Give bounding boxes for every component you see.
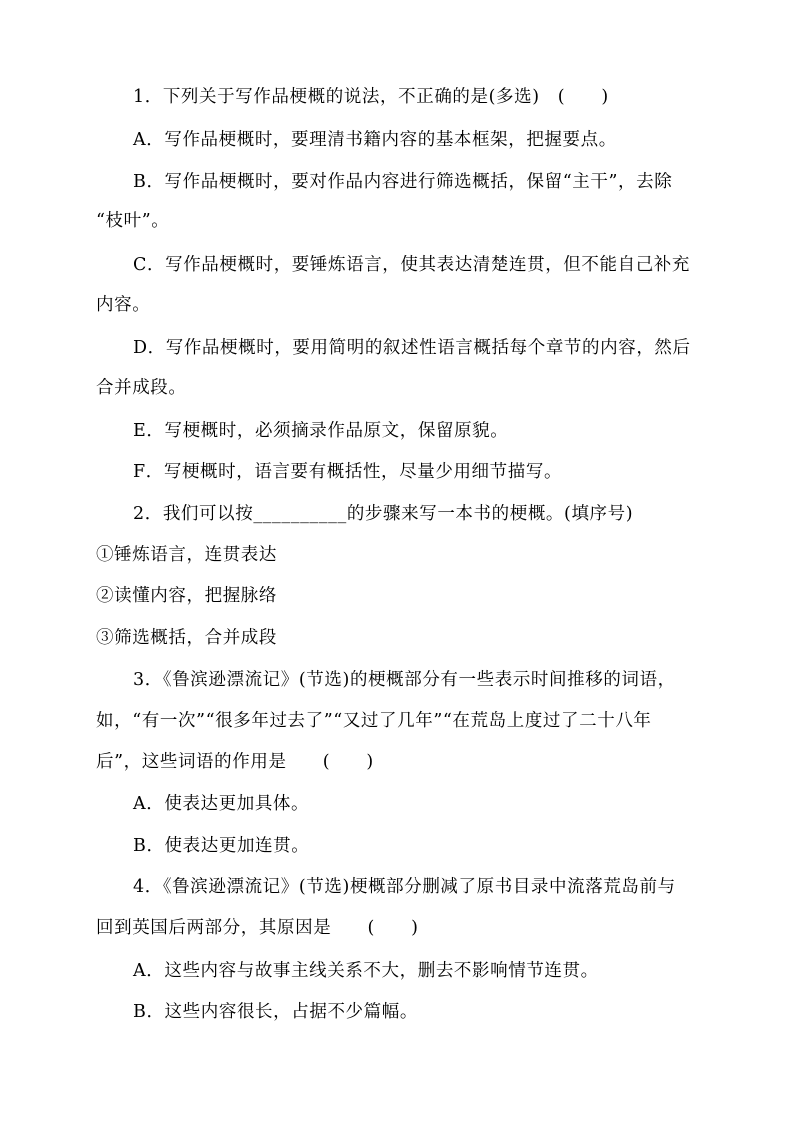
q1-option-f: F．写梗概时，语言要有概括性，尽量少用细节描写。 — [133, 462, 563, 482]
q1-option-c-cont: 内容。 — [96, 295, 151, 315]
q1-option-d: D．写作品梗概时，要用简明的叙述性语言概括每个章节的内容，然后 — [133, 338, 691, 358]
q4-option-b: B．这些内容很长，占据不少篇幅。 — [133, 1002, 418, 1022]
q3-option-a: A．使表达更加具体。 — [133, 794, 310, 814]
q1-option-a: A．写作品梗概时，要理清书籍内容的基本框架，把握要点。 — [133, 130, 617, 150]
question-1: 1．下列关于写作品梗概的说法，不正确的是(多选) ( ) — [133, 87, 609, 107]
q1-option-e: E．写梗概时，必须摘录作品原文，保留原貌。 — [133, 421, 509, 441]
q1-option-b-cont: “枝叶”。 — [96, 211, 170, 231]
q2-step-1: ①锤炼语言，连贯表达 — [96, 545, 277, 565]
q4-option-a: A．这些内容与故事主线关系不大，删去不影响情节连贯。 — [133, 961, 599, 981]
question-3-cont-1: 如，“有一次”“很多年过去了”“又过了几年”“在荒岛上度过了二十八年 — [96, 711, 652, 731]
q2-step-2: ②读懂内容，把握脉络 — [96, 586, 277, 606]
question-4: 4．《鲁滨逊漂流记》(节选)梗概部分删减了原书目录中流落荒岛前与 — [133, 877, 676, 897]
q1-option-c: C．写作品梗概时，要锤炼语言，使其表达清楚连贯，但不能自己补充 — [133, 255, 690, 275]
q3-option-b: B．使表达更加连贯。 — [133, 836, 310, 856]
question-2: 2．我们可以按__________的步骤来写一本书的梗概。(填序号) — [133, 504, 634, 524]
question-3-cont-2: 后”，这些词语的作用是 ( ) — [96, 752, 374, 772]
question-4-cont: 回到英国后两部分，其原因是 ( ) — [96, 918, 419, 938]
q2-step-3: ③筛选概括，合并成段 — [96, 628, 277, 648]
q1-option-b: B．写作品梗概时，要对作品内容进行筛选概括，保留“主干”，去除 — [133, 172, 673, 192]
q1-option-d-cont: 合并成段。 — [96, 378, 187, 398]
question-3: 3．《鲁滨逊漂流记》(节选)的梗概部分有一些表示时间推移的词语， — [133, 670, 676, 690]
